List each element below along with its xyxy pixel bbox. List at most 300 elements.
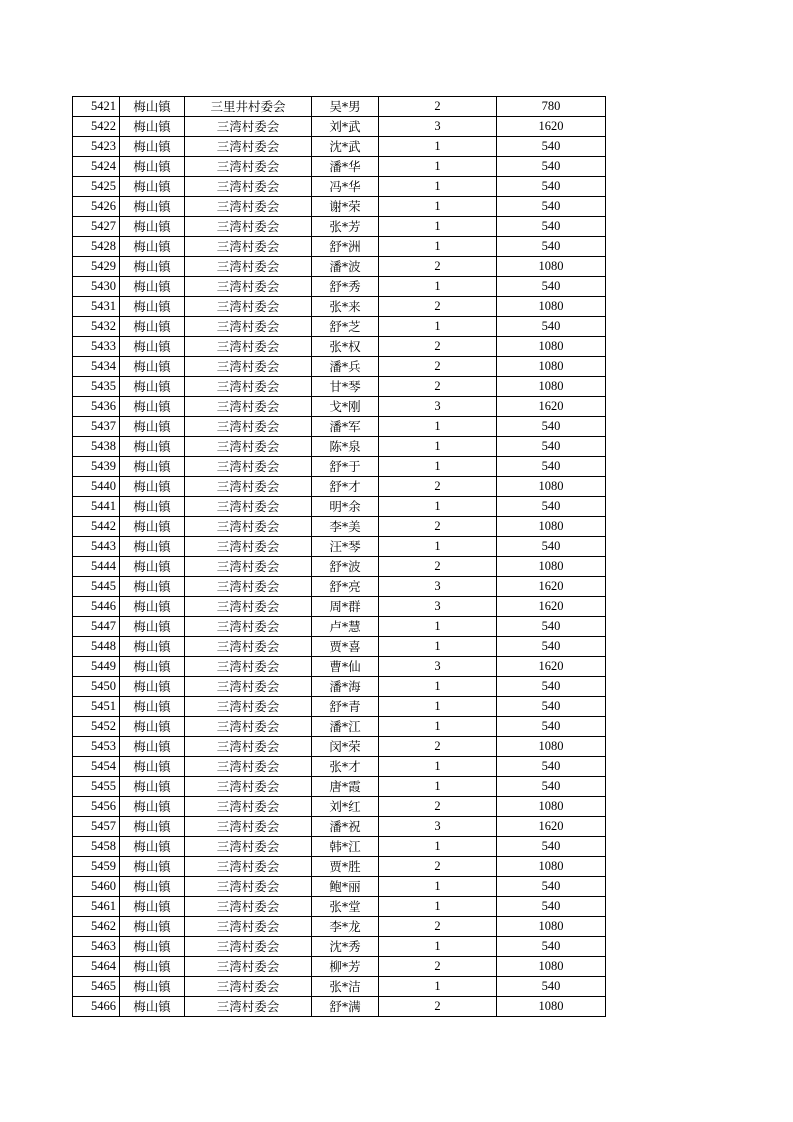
household-size-cell: 2 (379, 357, 497, 377)
household-size-cell: 1 (379, 497, 497, 517)
household-size-cell: 1 (379, 897, 497, 917)
row-number-cell: 5442 (73, 517, 120, 537)
household-size-cell: 1 (379, 777, 497, 797)
town-cell: 梅山镇 (120, 497, 185, 517)
person-name-cell: 舒*才 (312, 477, 379, 497)
table-row (73, 837, 606, 857)
amount-cell: 540 (497, 757, 606, 777)
household-size-cell: 1 (379, 317, 497, 337)
village-committee-cell: 三湾村委会 (185, 697, 312, 717)
row-number-cell: 5423 (73, 137, 120, 157)
village-committee-cell: 三湾村委会 (185, 317, 312, 337)
person-name-cell: 唐*霞 (312, 777, 379, 797)
table-row (73, 617, 606, 637)
town-cell: 梅山镇 (120, 257, 185, 277)
amount-cell: 540 (497, 317, 606, 337)
person-name-cell: 李*龙 (312, 917, 379, 937)
row-number-cell: 5446 (73, 597, 120, 617)
town-cell: 梅山镇 (120, 557, 185, 577)
town-cell: 梅山镇 (120, 117, 185, 137)
village-committee-cell: 三湾村委会 (185, 497, 312, 517)
table-row (73, 337, 606, 357)
village-committee-cell: 三湾村委会 (185, 857, 312, 877)
household-size-cell: 1 (379, 277, 497, 297)
amount-cell: 540 (497, 417, 606, 437)
amount-cell: 540 (497, 977, 606, 997)
person-name-cell: 贾*喜 (312, 637, 379, 657)
table-row (73, 377, 606, 397)
person-name-cell: 沈*武 (312, 137, 379, 157)
row-number-cell: 5453 (73, 737, 120, 757)
person-name-cell: 鲍*丽 (312, 877, 379, 897)
village-committee-cell: 三湾村委会 (185, 417, 312, 437)
household-size-cell: 3 (379, 817, 497, 837)
town-cell: 梅山镇 (120, 637, 185, 657)
town-cell: 梅山镇 (120, 677, 185, 697)
amount-cell: 1080 (497, 297, 606, 317)
table-row (73, 697, 606, 717)
town-cell: 梅山镇 (120, 357, 185, 377)
household-size-cell: 1 (379, 697, 497, 717)
amount-cell: 540 (497, 877, 606, 897)
table-row (73, 157, 606, 177)
table-row (73, 877, 606, 897)
table-row (73, 277, 606, 297)
row-number-cell: 5440 (73, 477, 120, 497)
amount-cell: 540 (497, 777, 606, 797)
amount-cell: 780 (497, 97, 606, 117)
household-size-cell: 1 (379, 677, 497, 697)
town-cell: 梅山镇 (120, 477, 185, 497)
person-name-cell: 冯*华 (312, 177, 379, 197)
village-committee-cell: 三湾村委会 (185, 717, 312, 737)
household-size-cell: 3 (379, 657, 497, 677)
town-cell: 梅山镇 (120, 757, 185, 777)
village-committee-cell: 三湾村委会 (185, 217, 312, 237)
village-committee-cell: 三湾村委会 (185, 137, 312, 157)
village-committee-cell: 三湾村委会 (185, 797, 312, 817)
row-number-cell: 5433 (73, 337, 120, 357)
village-committee-cell: 三湾村委会 (185, 657, 312, 677)
household-size-cell: 2 (379, 377, 497, 397)
town-cell: 梅山镇 (120, 997, 185, 1017)
amount-cell: 1080 (497, 557, 606, 577)
village-committee-cell: 三湾村委会 (185, 437, 312, 457)
table-row (73, 597, 606, 617)
person-name-cell: 柳*芳 (312, 957, 379, 977)
person-name-cell: 张*芳 (312, 217, 379, 237)
table-row (73, 437, 606, 457)
row-number-cell: 5421 (73, 97, 120, 117)
table-row (73, 317, 606, 337)
row-number-cell: 5461 (73, 897, 120, 917)
person-name-cell: 沈*秀 (312, 937, 379, 957)
village-committee-cell: 三湾村委会 (185, 517, 312, 537)
amount-cell: 540 (497, 177, 606, 197)
person-name-cell: 明*余 (312, 497, 379, 517)
person-name-cell: 张*洁 (312, 977, 379, 997)
person-name-cell: 舒*于 (312, 457, 379, 477)
row-number-cell: 5459 (73, 857, 120, 877)
table-row (73, 517, 606, 537)
table-row (73, 297, 606, 317)
table-row (73, 217, 606, 237)
row-number-cell: 5436 (73, 397, 120, 417)
town-cell: 梅山镇 (120, 517, 185, 537)
town-cell: 梅山镇 (120, 277, 185, 297)
person-name-cell: 舒*亮 (312, 577, 379, 597)
row-number-cell: 5450 (73, 677, 120, 697)
table-row (73, 657, 606, 677)
person-name-cell: 汪*琴 (312, 537, 379, 557)
table-row (73, 857, 606, 877)
town-cell: 梅山镇 (120, 897, 185, 917)
table-row (73, 497, 606, 517)
amount-cell: 1080 (497, 797, 606, 817)
table-row (73, 557, 606, 577)
village-committee-cell: 三湾村委会 (185, 357, 312, 377)
roster-table (72, 96, 606, 1017)
row-number-cell: 5455 (73, 777, 120, 797)
table-row (73, 757, 606, 777)
row-number-cell: 5431 (73, 297, 120, 317)
row-number-cell: 5464 (73, 957, 120, 977)
village-committee-cell: 三湾村委会 (185, 557, 312, 577)
person-name-cell: 舒*波 (312, 557, 379, 577)
table-row (73, 677, 606, 697)
table-row (73, 357, 606, 377)
village-committee-cell: 三湾村委会 (185, 117, 312, 137)
table-row (73, 417, 606, 437)
person-name-cell: 曹*仙 (312, 657, 379, 677)
person-name-cell: 卢*慧 (312, 617, 379, 637)
village-committee-cell: 三湾村委会 (185, 477, 312, 497)
household-size-cell: 1 (379, 417, 497, 437)
town-cell: 梅山镇 (120, 237, 185, 257)
table-row (73, 257, 606, 277)
row-number-cell: 5438 (73, 437, 120, 457)
person-name-cell: 刘*红 (312, 797, 379, 817)
amount-cell: 1080 (497, 997, 606, 1017)
village-committee-cell: 三湾村委会 (185, 937, 312, 957)
village-committee-cell: 三湾村委会 (185, 917, 312, 937)
amount-cell: 1080 (497, 377, 606, 397)
row-number-cell: 5425 (73, 177, 120, 197)
row-number-cell: 5434 (73, 357, 120, 377)
table-row (73, 737, 606, 757)
table-row (73, 177, 606, 197)
amount-cell: 540 (497, 677, 606, 697)
table-row (73, 537, 606, 557)
household-size-cell: 2 (379, 97, 497, 117)
village-committee-cell: 三湾村委会 (185, 957, 312, 977)
household-size-cell: 1 (379, 717, 497, 737)
row-number-cell: 5449 (73, 657, 120, 677)
table-row (73, 137, 606, 157)
person-name-cell: 陈*泉 (312, 437, 379, 457)
table-row (73, 237, 606, 257)
amount-cell: 1080 (497, 257, 606, 277)
table-row (73, 577, 606, 597)
table-row (73, 637, 606, 657)
table-row (73, 897, 606, 917)
row-number-cell: 5426 (73, 197, 120, 217)
village-committee-cell: 三湾村委会 (185, 377, 312, 397)
person-name-cell: 戈*刚 (312, 397, 379, 417)
town-cell: 梅山镇 (120, 657, 185, 677)
person-name-cell: 舒*洲 (312, 237, 379, 257)
household-size-cell: 2 (379, 517, 497, 537)
town-cell: 梅山镇 (120, 137, 185, 157)
household-size-cell: 1 (379, 537, 497, 557)
row-number-cell: 5457 (73, 817, 120, 837)
amount-cell: 540 (497, 717, 606, 737)
village-committee-cell: 三湾村委会 (185, 177, 312, 197)
town-cell: 梅山镇 (120, 877, 185, 897)
row-number-cell: 5448 (73, 637, 120, 657)
village-committee-cell: 三湾村委会 (185, 457, 312, 477)
row-number-cell: 5463 (73, 937, 120, 957)
town-cell: 梅山镇 (120, 377, 185, 397)
household-size-cell: 1 (379, 437, 497, 457)
table-row (73, 197, 606, 217)
table-row (73, 977, 606, 997)
town-cell: 梅山镇 (120, 397, 185, 417)
table-row (73, 717, 606, 737)
row-number-cell: 5427 (73, 217, 120, 237)
person-name-cell: 张*堂 (312, 897, 379, 917)
row-number-cell: 5447 (73, 617, 120, 637)
town-cell: 梅山镇 (120, 917, 185, 937)
town-cell: 梅山镇 (120, 737, 185, 757)
household-size-cell: 2 (379, 797, 497, 817)
household-size-cell: 1 (379, 177, 497, 197)
household-size-cell: 1 (379, 757, 497, 777)
row-number-cell: 5429 (73, 257, 120, 277)
amount-cell: 1620 (497, 597, 606, 617)
person-name-cell: 舒*满 (312, 997, 379, 1017)
household-size-cell: 1 (379, 457, 497, 477)
amount-cell: 540 (497, 197, 606, 217)
household-size-cell: 1 (379, 977, 497, 997)
row-number-cell: 5451 (73, 697, 120, 717)
household-size-cell: 2 (379, 337, 497, 357)
person-name-cell: 闵*荣 (312, 737, 379, 757)
row-number-cell: 5430 (73, 277, 120, 297)
household-size-cell: 1 (379, 237, 497, 257)
village-committee-cell: 三湾村委会 (185, 297, 312, 317)
village-committee-cell: 三湾村委会 (185, 237, 312, 257)
town-cell: 梅山镇 (120, 417, 185, 437)
person-name-cell: 潘*军 (312, 417, 379, 437)
town-cell: 梅山镇 (120, 537, 185, 557)
household-size-cell: 1 (379, 197, 497, 217)
row-number-cell: 5439 (73, 457, 120, 477)
amount-cell: 540 (497, 457, 606, 477)
amount-cell: 1080 (497, 517, 606, 537)
village-committee-cell: 三湾村委会 (185, 257, 312, 277)
village-committee-cell: 三湾村委会 (185, 617, 312, 637)
row-number-cell: 5460 (73, 877, 120, 897)
row-number-cell: 5422 (73, 117, 120, 137)
village-committee-cell: 三湾村委会 (185, 877, 312, 897)
town-cell: 梅山镇 (120, 97, 185, 117)
village-committee-cell: 三湾村委会 (185, 777, 312, 797)
village-committee-cell: 三湾村委会 (185, 397, 312, 417)
amount-cell: 540 (497, 237, 606, 257)
table-row (73, 477, 606, 497)
row-number-cell: 5454 (73, 757, 120, 777)
table-row (73, 777, 606, 797)
household-size-cell: 3 (379, 397, 497, 417)
row-number-cell: 5444 (73, 557, 120, 577)
town-cell: 梅山镇 (120, 217, 185, 237)
amount-cell: 540 (497, 437, 606, 457)
person-name-cell: 韩*江 (312, 837, 379, 857)
town-cell: 梅山镇 (120, 157, 185, 177)
village-committee-cell: 三湾村委会 (185, 277, 312, 297)
amount-cell: 540 (497, 697, 606, 717)
village-committee-cell: 三湾村委会 (185, 337, 312, 357)
row-number-cell: 5441 (73, 497, 120, 517)
row-number-cell: 5452 (73, 717, 120, 737)
town-cell: 梅山镇 (120, 177, 185, 197)
town-cell: 梅山镇 (120, 977, 185, 997)
village-committee-cell: 三湾村委会 (185, 997, 312, 1017)
town-cell: 梅山镇 (120, 957, 185, 977)
roster-table-body (73, 97, 606, 1017)
row-number-cell: 5424 (73, 157, 120, 177)
town-cell: 梅山镇 (120, 437, 185, 457)
town-cell: 梅山镇 (120, 697, 185, 717)
amount-cell: 1080 (497, 917, 606, 937)
household-size-cell: 2 (379, 557, 497, 577)
town-cell: 梅山镇 (120, 457, 185, 477)
town-cell: 梅山镇 (120, 857, 185, 877)
person-name-cell: 刘*武 (312, 117, 379, 137)
household-size-cell: 2 (379, 257, 497, 277)
table-row (73, 117, 606, 137)
row-number-cell: 5456 (73, 797, 120, 817)
amount-cell: 540 (497, 277, 606, 297)
person-name-cell: 潘*江 (312, 717, 379, 737)
table-row (73, 997, 606, 1017)
village-committee-cell: 三湾村委会 (185, 817, 312, 837)
household-size-cell: 1 (379, 937, 497, 957)
town-cell: 梅山镇 (120, 337, 185, 357)
table-row (73, 917, 606, 937)
row-number-cell: 5458 (73, 837, 120, 857)
town-cell: 梅山镇 (120, 797, 185, 817)
person-name-cell: 贾*胜 (312, 857, 379, 877)
village-committee-cell: 三湾村委会 (185, 977, 312, 997)
village-committee-cell: 三湾村委会 (185, 537, 312, 557)
person-name-cell: 舒*芝 (312, 317, 379, 337)
amount-cell: 540 (497, 637, 606, 657)
amount-cell: 1620 (497, 817, 606, 837)
village-committee-cell: 三湾村委会 (185, 897, 312, 917)
person-name-cell: 谢*荣 (312, 197, 379, 217)
household-size-cell: 2 (379, 957, 497, 977)
row-number-cell: 5443 (73, 537, 120, 557)
row-number-cell: 5428 (73, 237, 120, 257)
town-cell: 梅山镇 (120, 617, 185, 637)
person-name-cell: 甘*琴 (312, 377, 379, 397)
village-committee-cell: 三湾村委会 (185, 597, 312, 617)
household-size-cell: 1 (379, 217, 497, 237)
amount-cell: 540 (497, 137, 606, 157)
town-cell: 梅山镇 (120, 777, 185, 797)
town-cell: 梅山镇 (120, 837, 185, 857)
row-number-cell: 5437 (73, 417, 120, 437)
town-cell: 梅山镇 (120, 317, 185, 337)
person-name-cell: 张*才 (312, 757, 379, 777)
town-cell: 梅山镇 (120, 817, 185, 837)
household-size-cell: 2 (379, 477, 497, 497)
amount-cell: 540 (497, 897, 606, 917)
amount-cell: 1080 (497, 857, 606, 877)
person-name-cell: 潘*华 (312, 157, 379, 177)
town-cell: 梅山镇 (120, 937, 185, 957)
table-row (73, 97, 606, 117)
village-committee-cell: 三湾村委会 (185, 737, 312, 757)
table-row (73, 397, 606, 417)
village-committee-cell: 三里井村委会 (185, 97, 312, 117)
household-size-cell: 1 (379, 157, 497, 177)
amount-cell: 1620 (497, 657, 606, 677)
row-number-cell: 5435 (73, 377, 120, 397)
town-cell: 梅山镇 (120, 197, 185, 217)
table-row (73, 937, 606, 957)
household-size-cell: 1 (379, 837, 497, 857)
table-row (73, 797, 606, 817)
household-size-cell: 3 (379, 117, 497, 137)
row-number-cell: 5462 (73, 917, 120, 937)
amount-cell: 540 (497, 937, 606, 957)
household-size-cell: 1 (379, 637, 497, 657)
row-number-cell: 5466 (73, 997, 120, 1017)
person-name-cell: 潘*兵 (312, 357, 379, 377)
amount-cell: 1080 (497, 337, 606, 357)
table-row (73, 957, 606, 977)
town-cell: 梅山镇 (120, 297, 185, 317)
amount-cell: 1620 (497, 577, 606, 597)
person-name-cell: 张*来 (312, 297, 379, 317)
row-number-cell: 5445 (73, 577, 120, 597)
person-name-cell: 舒*秀 (312, 277, 379, 297)
amount-cell: 540 (497, 537, 606, 557)
village-committee-cell: 三湾村委会 (185, 757, 312, 777)
amount-cell: 540 (497, 217, 606, 237)
amount-cell: 1080 (497, 357, 606, 377)
person-name-cell: 舒*青 (312, 697, 379, 717)
household-size-cell: 2 (379, 737, 497, 757)
row-number-cell: 5465 (73, 977, 120, 997)
town-cell: 梅山镇 (120, 717, 185, 737)
village-committee-cell: 三湾村委会 (185, 197, 312, 217)
person-name-cell: 张*权 (312, 337, 379, 357)
village-committee-cell: 三湾村委会 (185, 577, 312, 597)
table-row (73, 817, 606, 837)
amount-cell: 540 (497, 157, 606, 177)
amount-cell: 540 (497, 837, 606, 857)
household-size-cell: 3 (379, 577, 497, 597)
person-name-cell: 潘*海 (312, 677, 379, 697)
person-name-cell: 潘*波 (312, 257, 379, 277)
household-size-cell: 2 (379, 917, 497, 937)
amount-cell: 1620 (497, 117, 606, 137)
person-name-cell: 周*群 (312, 597, 379, 617)
